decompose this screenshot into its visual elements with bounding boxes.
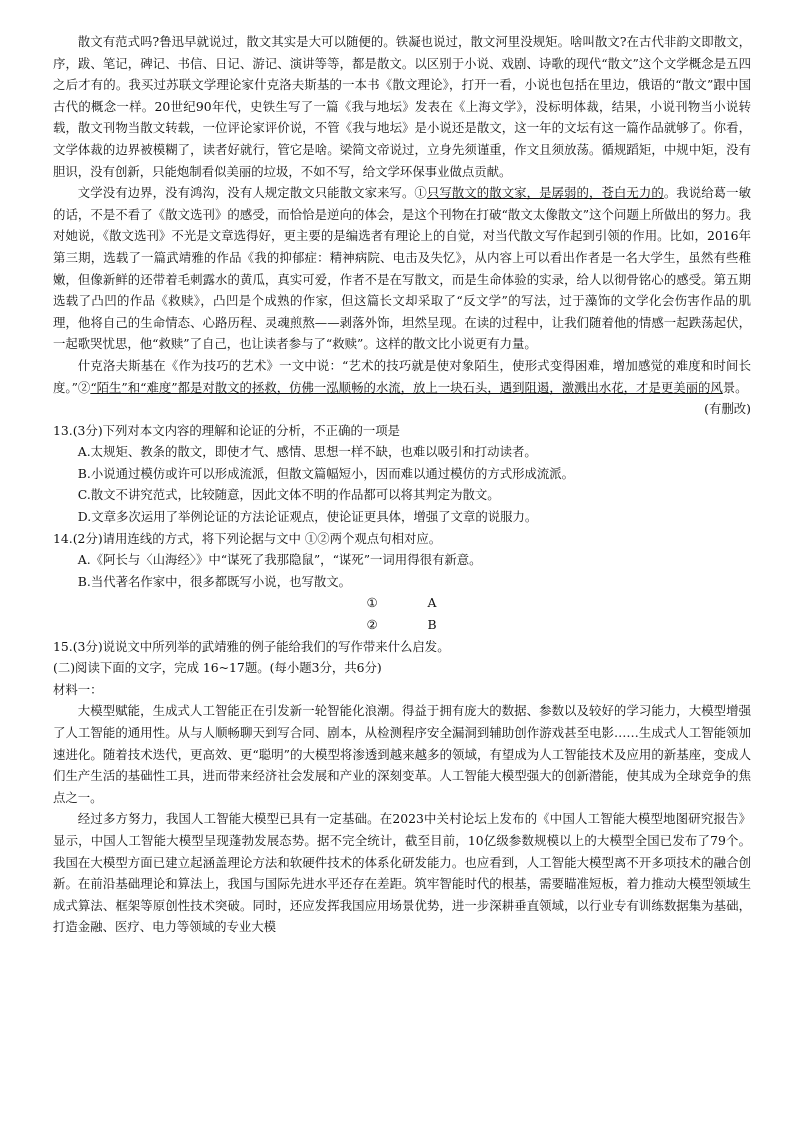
essay-p2-after: 。我说给葛一敏的话，不是不看了《散文选刊》的感受，而恰恰是逆向的体会，是这个刊物在打破“散文太像散文”这个问题上所做出的努力。我对她说，《散文选刊》不光是文章选得好，更主要的是编选者有理论上的自觉，对当代散文写作起到引领的作用。比如，2016年第三期，选载了一篇武靖雅的作品《我的抑郁症：精神病院、电击及失忆》，从内容上可以看出作者是一名大学生，虽然有些稚嫩，但像新鲜的还带着毛刺露水的黄瓜，真实可爱，作者不是在写散文，而是生命体验的实录，给人以彻骨铭心的感受。第五期选载了凸凹的作品《救赎》，凸凹是个成熟的作家，但这篇长文却采取了“反文学”的写法，过于藻饰的文学化会伤害作品的肌理，他将自己的生命情态、心路历程、灵魂煎熬——剥落外饰，坦然呈现。在读的过程中，让我们随着他的情感一起跌荡起伏，一起歌哭忧思，他“救赎”了自己，也让读者参与了“救赎”。这样的散文比小说更有力量。 <box>53 185 752 352</box>
material-1-paragraph-2: 经过多方努力，我国人工智能大模型已具有一定基础。在2023中关村论坛上发布的《中国人工智能大模型地图研究报告》显示，中国人工智能大模型呈现蓬勃发展态势。据不完全统计，截至目前，10亿级参数规模以上的大模型全国已发布了79个。我国在大模型方面已建立起涵盖理论方法和软硬件技术的体系化研发能力。也应看到，人工智能大模型离不开多项技术的融合创新。在前沿基础理论和算法上，我国与国际先进水平还存在差距。筑牢智能时代的根基，需要瞄准短板，着力推动大模型领域生成式算法、框架等原创性技术突破。同时，还应发挥我国应用场景优势，进一步深耕垂直领域，以行业专有训练数据集为基础，打造金融、医疗、电力等领域的专业大模 <box>53 811 751 935</box>
matching-grid <box>342 592 462 635</box>
match-right-b[interactable]: B <box>427 617 437 633</box>
essay-paragraph-2 <box>53 182 751 355</box>
source-note: (有删改) <box>704 401 751 417</box>
match-left-2[interactable]: ② <box>366 617 378 633</box>
essay-paragraph-3 <box>53 355 751 420</box>
match-right-a[interactable]: A <box>427 595 437 611</box>
match-left-1[interactable]: ① <box>366 595 378 611</box>
viewpoint-2-underlined: “陌生”和“难度”都是对散文的拯救，仿佛一泓顺畅的水流，放上一块石头，遇到阻遏，激溅出水花，才是更美丽的风 <box>90 379 723 395</box>
material-1-label: 材料一： <box>53 681 103 697</box>
question-13-option-b: B.小说通过模仿或许可以形成流派，但散文篇幅短小，因而难以通过模仿的方式形成流派。 <box>77 465 575 481</box>
essay-p3-after: 景。 <box>722 379 748 395</box>
question-14-option-b: B.当代著名作家中，很多都既写小说，也写散文。 <box>77 573 352 589</box>
essay-paragraph-1: 散文有范式吗?鲁迅早就说过，散文其实是大可以随便的。铁凝也说过，散文河里没规矩。啥叫散文?在古代非韵文即散文，序，跋、笔记，碑记、书信、日记、游记、演讲等等，都是散文。以区别于小说、戏剧、诗歌的现代“散文”这个文学概念是五四之后才有的。我买过苏联文学理论家什克洛夫斯基的一本书《散文理论》，打开一看，小说也包括在里边，俄语的“散文”跟中国古代的概念一样。20世纪90年代，史铁生写了一篇《我与地坛》发表在《上海文学》，没标明体裁，结果，小说刊物当小说转载，散文刊物当散文转载，一位评论家评价说，不管《我与地坛》是小说还是散文，这一年的文坛有这一篇作品就够了。你看，文学体裁的边界被模糊了，读者好就行，管它是啥。梁简文帝说过，立身先须谨重，作文且须放荡。循规蹈矩，中规中矩，没有胆识，没有创新，只能炮制看似美丽的垃圾，不如不写，给文学环保事业做点贡献。 <box>53 34 751 179</box>
question-14-stem: 14.(2分)请用连线的方式，将下列论据与文中 ①②两个观点句相对应。 <box>53 530 442 546</box>
question-13-option-a: A.太规矩、教条的散文，即使才气、感情、思想一样不缺，也难以吸引和打动读者。 <box>77 444 537 460</box>
question-13-option-c: C.散文不讲究范式，比较随意，因此文体不明的作品都可以将其判定为散文。 <box>77 487 500 503</box>
section-2-heading: (二)阅读下面的文字，完成 16~17题。(每小题3分，共6分) <box>53 660 382 676</box>
essay-p3-before: 什克洛夫斯基在《作为技巧的艺术》一文中说：“艺术的技巧就是使对象陌生，使形式变得困难，增加感觉的难度和时间长度。”② <box>53 357 751 395</box>
question-14-option-a: A.《阿长与〈山海经〉》中“谋死了我那隐鼠”，“谋死”一词用得很有新意。 <box>77 552 482 568</box>
question-13-option-d: D.文章多次运用了举例论证的方法论证观点，使论证更具体，增强了文章的说服力。 <box>77 509 538 525</box>
question-13-stem: 13.(3分)下列对本文内容的理解和论证的分析，不正确的一项是 <box>53 422 401 438</box>
viewpoint-1-underlined: 只写散文的散文家，是孱弱的，苍白无力的 <box>426 185 664 201</box>
question-15-stem: 15.(3分)说说文中所列举的武靖雅的例子能给我们的写作带来什么启发。 <box>53 638 450 654</box>
essay-p2-before: 文学没有边界，没有鸿沟，没有人规定散文只能散文家来写。① <box>77 185 427 201</box>
material-1-paragraph-1: 大模型赋能，生成式人工智能正在引发新一轮智能化浪潮。得益于拥有庞大的数据、参数以及较好的学习能力，大模型增强了人工智能的通用性。从与人顺畅聊天到写合同、剧本，从检测程序安全漏洞到辅助创作游戏甚至电影……生成式人工智能领加速进化。随着技术迭代，更高效、更“聪明”的大模型将渗透到越来越多的领域，有望成为人工智能技术及应用的新基座，变成人们生产生活的基础性工具，进而带来经济社会发展和产业的深刻变革。人工智能大模型强大的创新潜能，使其成为全球竞争的焦点之一。 <box>53 703 751 805</box>
